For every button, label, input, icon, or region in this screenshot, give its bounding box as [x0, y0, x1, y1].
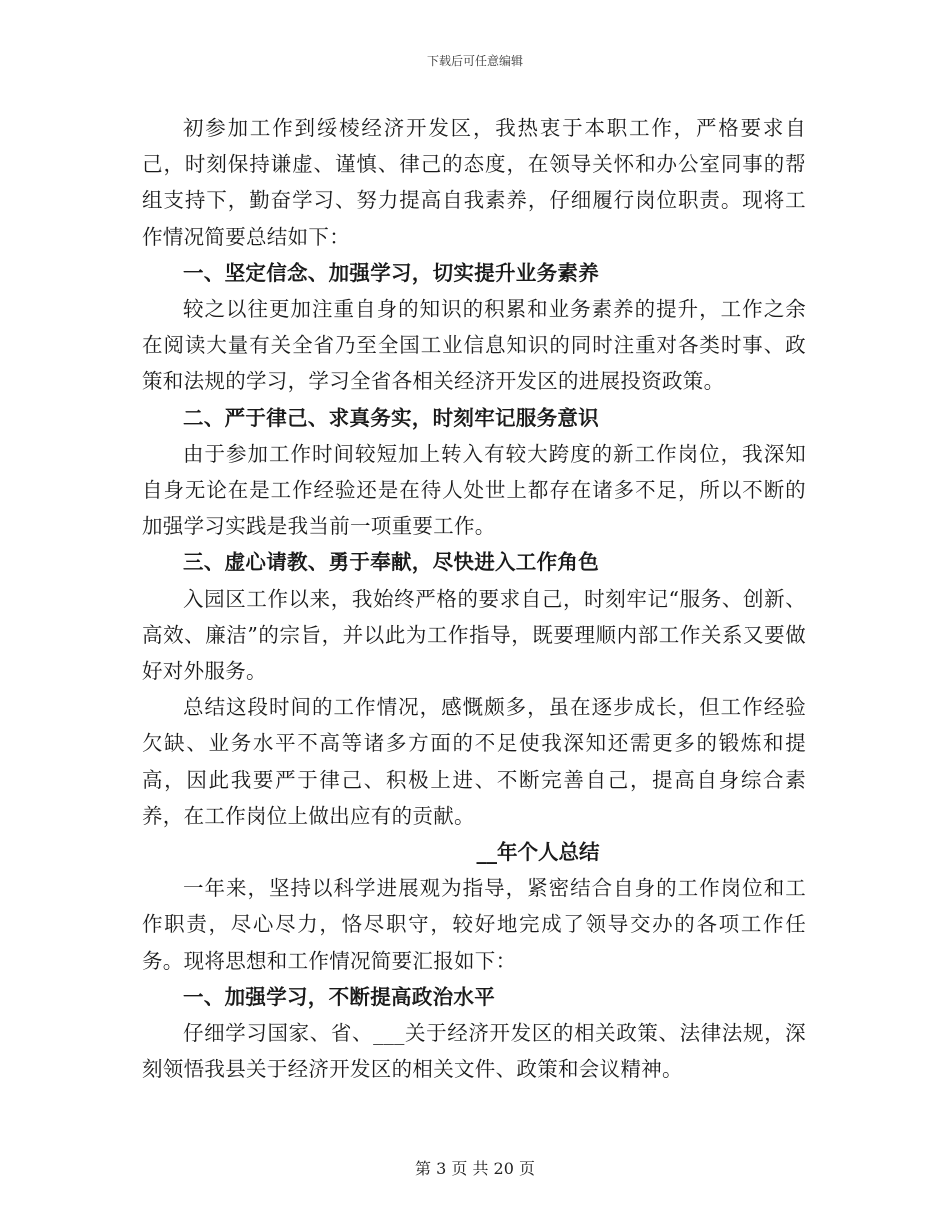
page-footer: 第 3 页 共 20 页 [415, 1159, 535, 1178]
document-subtitle: __年个人总结 [476, 840, 600, 865]
section-heading-4: 一、加强学习，不断提高政治水平 [183, 984, 495, 1009]
paragraph-policy: 仔细学习国家、省、___关于经济开发区的相关政策、法律法规，深刻领悟我县关于经济开发区的相关文件、政策和会议精神。 [142, 1021, 806, 1082]
section-heading-3: 三、虚心请教、勇于奉献，尽快进入工作角色 [183, 550, 599, 575]
section-heading-1: 一、坚定信念、加强学习，切实提升业务素养 [183, 260, 599, 285]
paragraph-intro: 初参加工作到绥棱经济开发区，我热衷于本职工作，严格要求自己，时刻保持谦虚、谨慎、律己的态度，在领导关怀和办公室同事的帮组支持下，勤奋学习、努力提高自我素养，仔细履行岗位职责。现将工作情况简要总结如下： [142, 116, 806, 249]
paragraph-self-discipline: 由于参加工作时间较短加上转入有较大跨度的新工作岗位，我深知自身无论在是工作经验还是在待人处世上都存在诸多不足，所以不断的加强学习实践是我当前一项重要工作。 [142, 441, 806, 539]
paragraph-conclusion: 总结这段时间的工作情况，感慨颇多，虽在逐步成长，但工作经验欠缺、业务水平不高等诸多方面的不足使我深知还需更多的锻炼和提高，因此我要严于律己、积极上进、不断完善自己，提高自身综合素养，在工作岗位上做出应有的贡献。 [142, 695, 806, 828]
paragraph-service: 入园区工作以来，我始终严格的要求自己，时刻牢记“服务、创新、高效、廉洁”的宗旨，并以此为工作指导，既要理顺内部工作关系又要做好对外服务。 [142, 586, 806, 684]
page-header: 下载后可任意编辑 [426, 54, 523, 68]
paragraph-year-summary: 一年来，坚持以科学进展观为指导，紧密结合自身的工作岗位和工作职责，尽心尽力，恪尽职守，较好地完成了领导交办的各项工作任务。现将思想和工作情况简要汇报如下： [142, 876, 806, 973]
section-heading-2: 二、严于律己、求真务实，时刻牢记服务意识 [183, 405, 599, 430]
document-body [142, 110, 806, 1087]
paragraph-study: 较之以往更加注重自身的知识的积累和业务素养的提升，工作之余在阅读大量有关全省乃至全国工业信息知识的同时注重对各类时事、政策和法规的学习，学习全省各相关经济开发区的进展投资政策。 [142, 297, 806, 394]
